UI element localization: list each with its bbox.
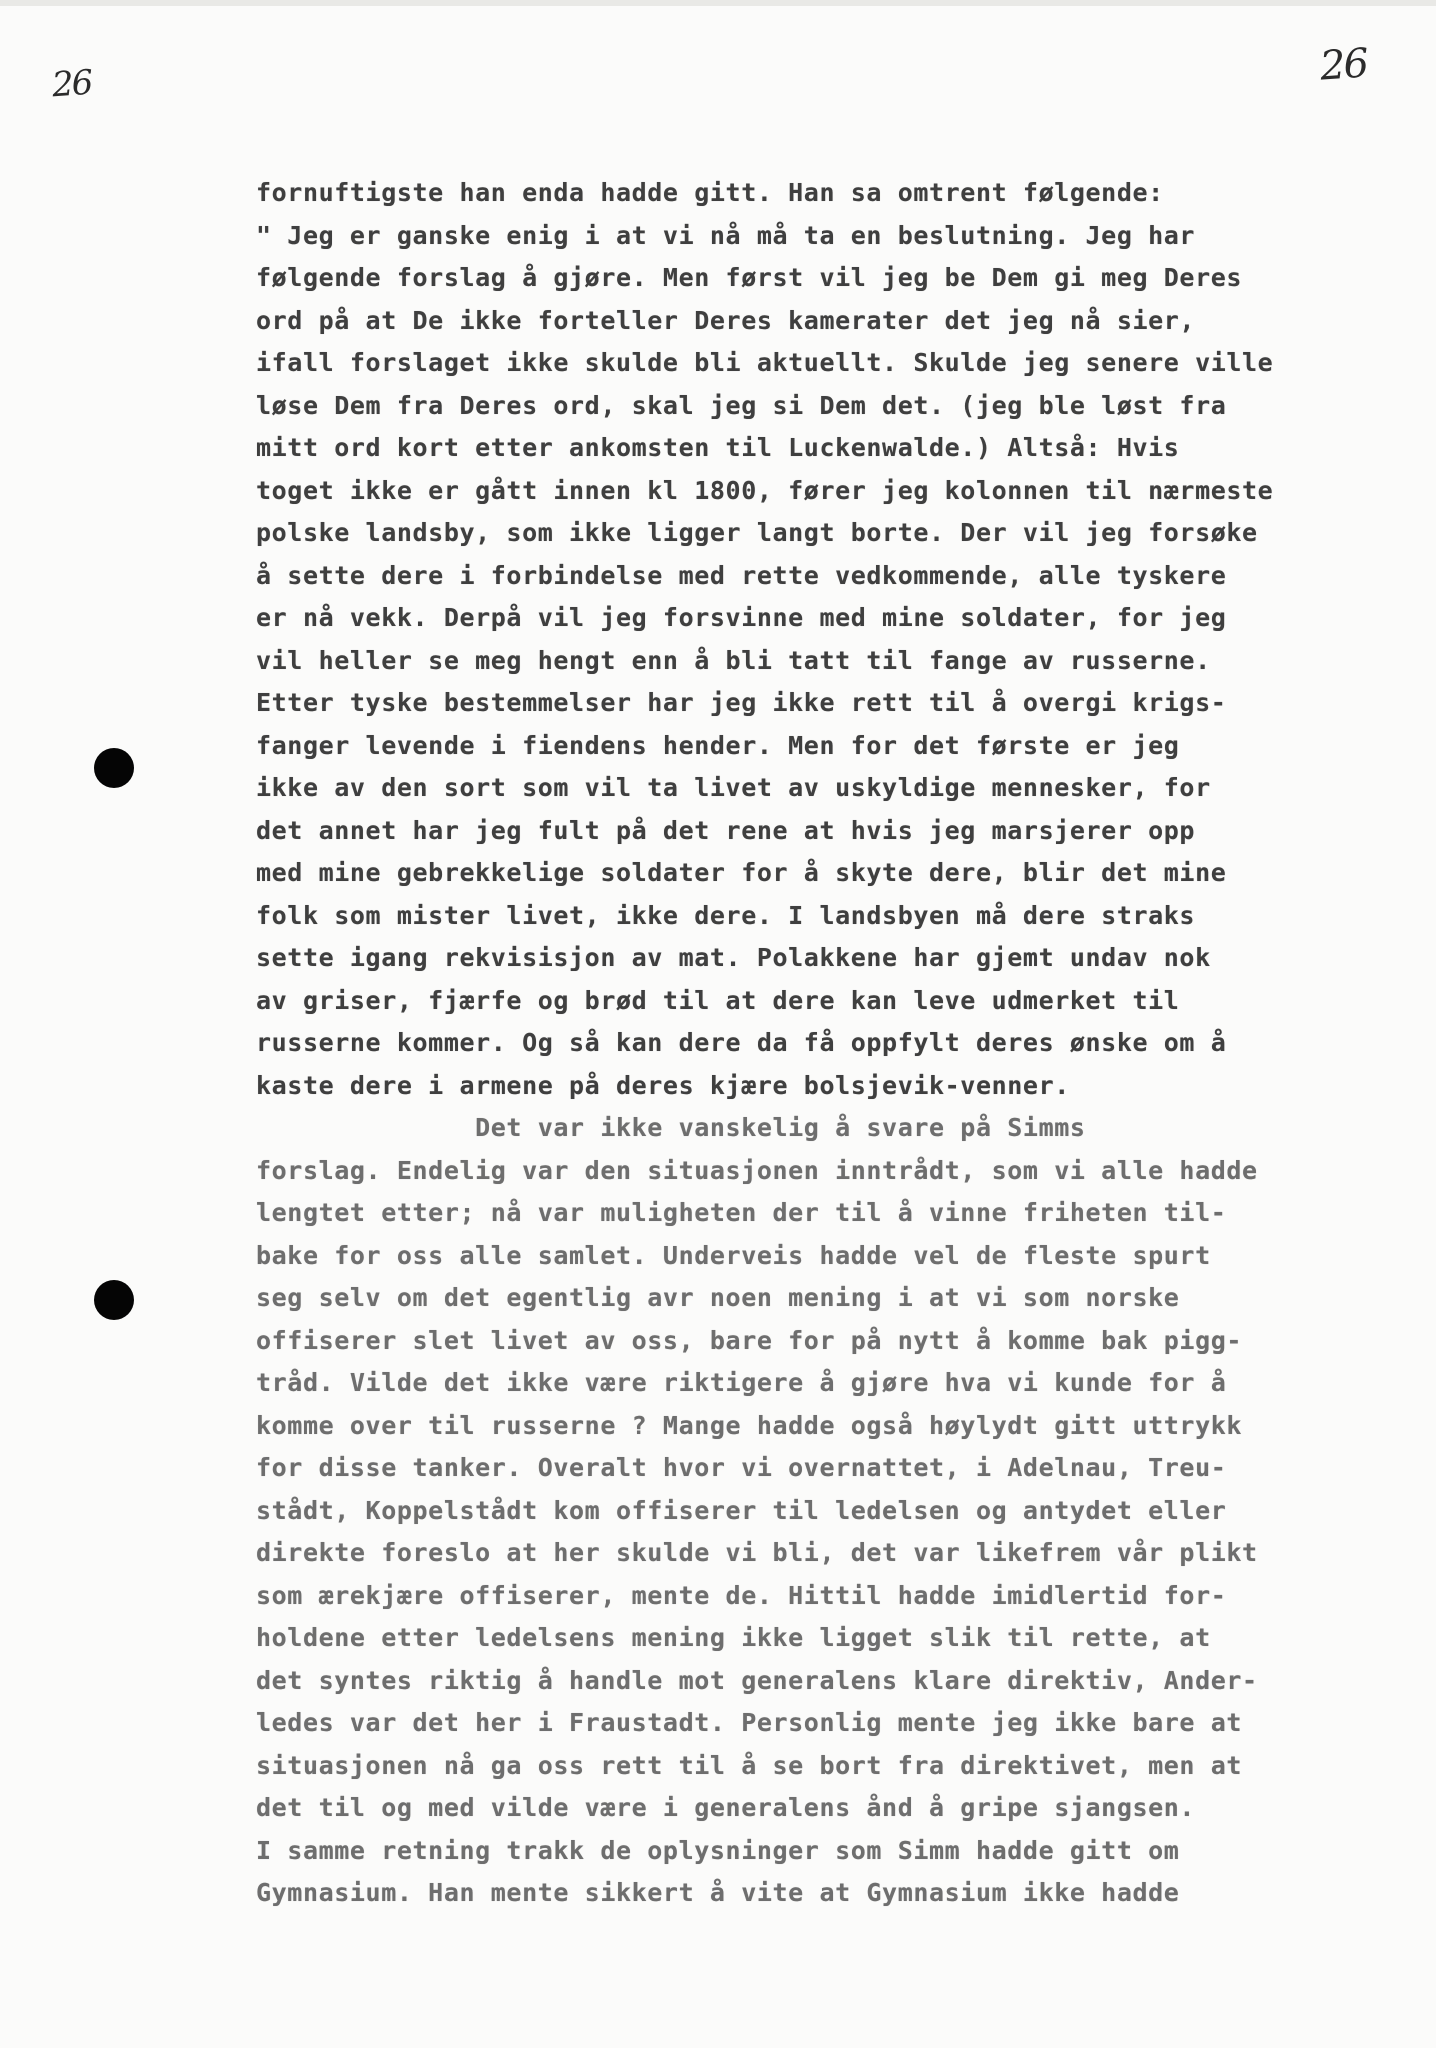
text-line: som ærekjære offiserer, mente de. Hittil hadde imidlertid for- <box>256 1580 1227 1610</box>
text-line: ord på at De ikke forteller Deres kamerater det jeg nå sier, <box>256 305 1196 335</box>
punch-hole-top <box>94 748 134 788</box>
text-line: mitt ord kort etter ankomsten til Luckenwalde.) Altså: Hvis <box>256 433 1180 462</box>
text-line: det annet har jeg fult på det rene at hvis jeg marsjerer opp <box>256 815 1196 845</box>
text-line: med mine gebrekkelige soldater for å skyte dere, blir det mine <box>256 858 1227 887</box>
text-line: situasjonen nå ga oss rett til å se bort fra direktivet, men at <box>256 1750 1243 1780</box>
page-number-right: 26 <box>1318 40 1369 90</box>
text-line: polske landsby, som ikke ligger langt borte. Der vil jeg forsøke <box>256 518 1258 547</box>
text-line: det syntes riktig å handle mot generalens klare direktiv, Ander- <box>256 1665 1258 1695</box>
typewritten-text <box>256 172 1356 1915</box>
text-line: kaste dere i armene på deres kjære bolsjevik-venner. <box>256 1070 1070 1100</box>
text-line: vil heller se meg hengt enn å bli tatt til fange av russerne. <box>256 645 1211 675</box>
text-line: fornuftigste han enda hadde gitt. Han sa omtrent følgende: <box>256 178 1164 207</box>
text-line: toget ikke er gått innen kl 1800, fører jeg kolonnen til nærmeste <box>256 475 1274 505</box>
text-line: forslag. Endelig var den situasjonen inntrådt, som vi alle hadde <box>256 1155 1258 1185</box>
text-line: det til og med vilde være i generalens ånd å gripe sjangsen. <box>256 1793 1196 1822</box>
text-line: Gymnasium. Han mente sikkert å vite at Gymnasium ikke hadde <box>256 1878 1180 1907</box>
text-line: stådt, Koppelstådt kom offiserer til ledelsen og antydet eller <box>256 1495 1227 1525</box>
text-line: å sette dere i forbindelse med rette vedkommende, alle tyskere <box>256 560 1227 590</box>
text-line: ikke av den sort som vil ta livet av uskyldige mennesker, for <box>256 773 1211 802</box>
text-line: av griser, fjærfe og brød til at dere kan leve udmerket til <box>256 985 1180 1015</box>
text-line: fanger levende i fiendens hender. Men for det første er jeg <box>256 730 1180 760</box>
text-line: for disse tanker. Overalt hvor vi overnattet, i Adelnau, Treu- <box>256 1453 1227 1482</box>
text-line: løse Dem fra Deres ord, skal jeg si Dem det. (jeg ble løst fra <box>256 390 1227 420</box>
text-line: direkte foreslo at her skulde vi bli, det var likefrem vår plikt <box>256 1538 1258 1567</box>
text-line: er nå vekk. Derpå vil jeg forsvinne med mine soldater, for jeg <box>256 603 1227 632</box>
text-line: tråd. Vilde det ikke være riktigere å gjøre hva vi kunde for å <box>256 1368 1227 1397</box>
text-line: Det var ikke vanskelig å svare på Simms <box>256 1113 1086 1142</box>
text-line: Etter tyske bestemmelser har jeg ikke rett til å overgi krigs- <box>256 688 1227 717</box>
text-line: følgende forslag å gjøre. Men først vil jeg be Dem gi meg Deres <box>256 263 1243 292</box>
text-line: ledes var det her i Fraustadt. Personlig mente jeg ikke bare at <box>256 1708 1243 1737</box>
text-line: komme over til russerne ? Mange hadde også høylydt gitt uttrykk <box>256 1410 1243 1440</box>
text-line: bake for oss alle samlet. Underveis hadde vel de fleste spurt <box>256 1240 1211 1270</box>
page-number-left: 26 <box>50 62 93 106</box>
text-line: russerne kommer. Og så kan dere da få oppfylt deres ønske om å <box>256 1028 1227 1057</box>
text-line: I samme retning trakk de oplysninger som Simm hadde gitt om <box>256 1835 1180 1865</box>
text-line: sette igang rekvisisjon av mat. Polakkene har gjemt undav nok <box>256 943 1211 972</box>
text-line: seg selv om det egentlig avr noen mening i at vi som norske <box>256 1283 1180 1312</box>
page-edge <box>0 0 1436 6</box>
text-line: lengtet etter; nå var muligheten der til å vinne friheten til- <box>256 1198 1227 1227</box>
text-line: " Jeg er ganske enig i at vi nå må ta en beslutning. Jeg har <box>256 220 1196 250</box>
text-line: holdene etter ledelsens mening ikke ligget slik til rette, at <box>256 1623 1211 1652</box>
text-line: ifall forslaget ikke skulde bli aktuellt. Skulde jeg senere ville <box>256 348 1274 377</box>
text-line: offiserer slet livet av oss, bare for på nytt å komme bak pigg- <box>256 1325 1243 1355</box>
text-line: folk som mister livet, ikke dere. I landsbyen må dere straks <box>256 900 1196 930</box>
punch-hole-bottom <box>94 1280 134 1320</box>
